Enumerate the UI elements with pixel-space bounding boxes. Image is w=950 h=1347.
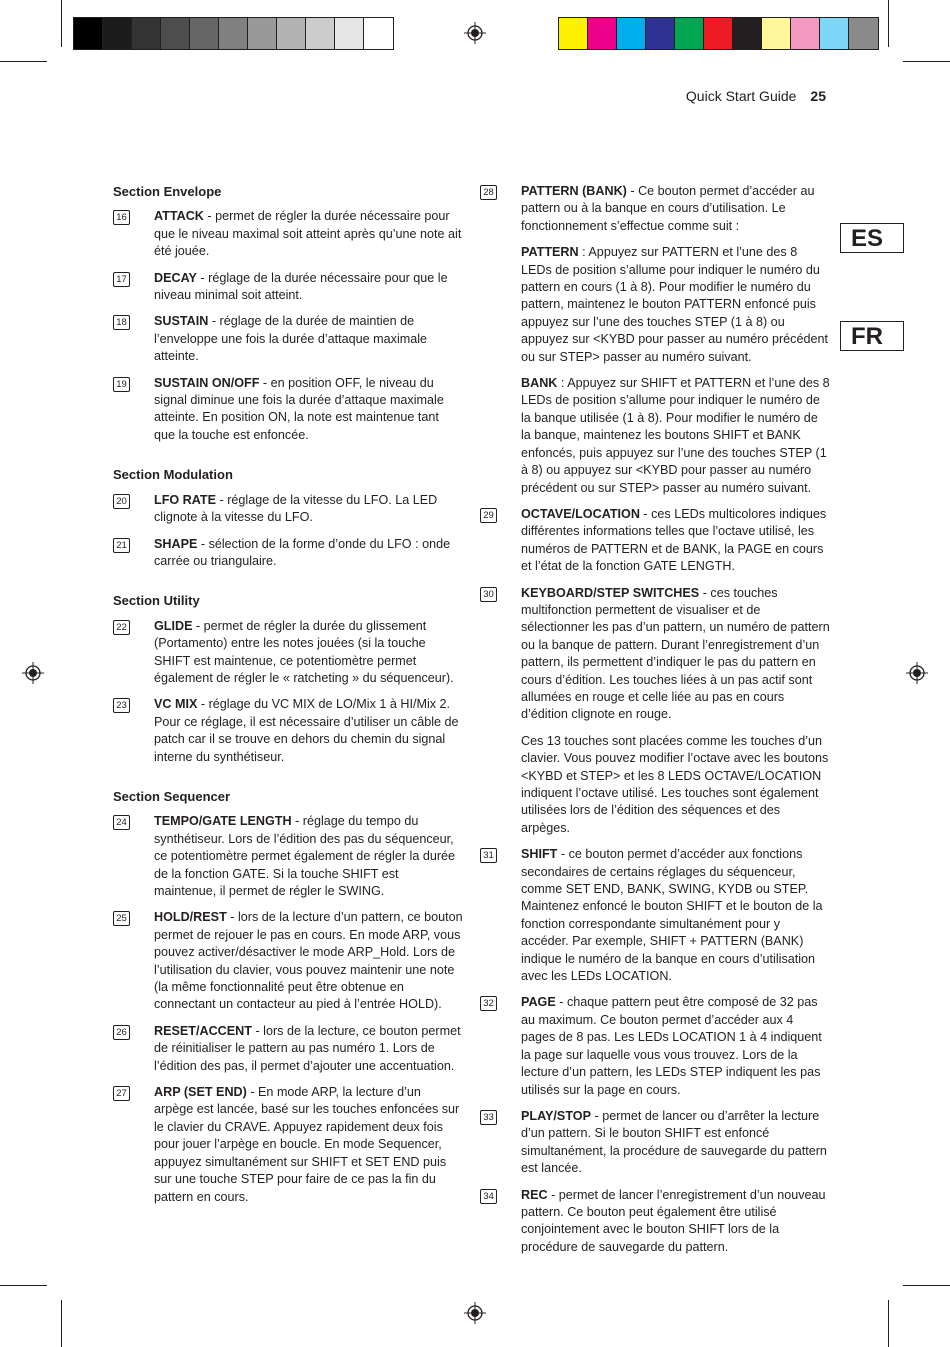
item-pattern-bank [480, 183, 830, 235]
crop-mark [61, 1300, 62, 1347]
color-swatch [733, 18, 762, 49]
item-term: OCTAVE/LOCATION [521, 506, 640, 521]
color-swatch [161, 18, 190, 49]
item-number: 24 [113, 815, 130, 830]
color-swatch [820, 18, 849, 49]
item-number: 22 [113, 620, 130, 635]
lang-tab-fr[interactable]: FR [840, 321, 904, 351]
item-text: - réglage du tempo du synthétiseur. Lors de l’édition des pas du séquenceur, ce potentiomètre permet également de régler la durée de la fonction GATE. Si la touche SHIFT est maintenue, il permet de régler le SWING. [154, 814, 456, 898]
item-play-stop [480, 1108, 830, 1178]
item-text: - ces LEDs multicolores indiques différentes informations telles que l’octave utilisé, les numéros de PATTERN et de BANK, la PAGE en cours et l’état de la fonction GATE LENGTH. [521, 506, 827, 574]
list-item [113, 696, 463, 766]
item-number: 17 [113, 272, 130, 287]
color-swatch [132, 18, 161, 49]
item-term: TEMPO/GATE LENGTH [154, 814, 292, 829]
item-term: LFO RATE [154, 492, 217, 507]
item-term: PATTERN (BANK) [521, 184, 627, 198]
section-title: Section Envelope [113, 184, 222, 199]
crop-mark [888, 0, 889, 47]
item-term: VC MIX [154, 697, 198, 712]
item-text: - permet de régler la durée du glissement (Portamento) entre les notes jouées (si la touche SHIFT est maintenue, ce potentiomètre permet également de régler le « ratcheting » du séquenceur). [154, 618, 454, 685]
item-term: PATTERN [521, 245, 579, 260]
color-swatch [588, 18, 617, 49]
item-text: - sélection de la forme d’onde du LFO : onde carrée ou triangulaire. [154, 536, 451, 568]
item-number: 33 [480, 1110, 497, 1125]
color-swatch [248, 18, 277, 49]
crop-mark [61, 0, 62, 47]
lang-tab-es[interactable]: ES [840, 223, 904, 253]
item-text: - permet de lancer l’enregistrement d’un nouveau pattern. Ce bouton peut également être utilisé conjointement avec le bouton SHIFT lors de la procédure de sauvegarde du pattern. [521, 1187, 826, 1254]
color-swatch [849, 18, 878, 49]
item-text: - lors de la lecture d’un pattern, ce bouton permet de rejouer le pas en cours. En mode ARP, vous pouvez activer/désactiver le mode ARP_Hold. Lors de l’utilisation du clavier, vous pouvez maintenir une note (la même fonctionnalité peut être obtenue en connectant un contacteur au pied à l’entrée HOLD). [154, 910, 463, 1012]
item-text: - ce bouton permet d’accéder aux fonctions secondaires de certains réglages du séquenceur, comme SET END, BANK, SWING, KYDB ou STEP. Maintenez enfoncé le bouton SHIFT et le bouton de la fonction correspondante simultanément pour y accéder. Par exemple, SHIFT + PATTERN (BANK) indique le numéro de la banque en cours d’utilisation avec les LEDs LOCATION. [521, 847, 823, 984]
crop-mark [903, 61, 950, 62]
color-swatch [103, 18, 132, 49]
list-item [113, 909, 463, 1013]
section-title: Section Utility [113, 593, 200, 609]
item-shift [480, 846, 830, 985]
item-text: - réglage de la durée de maintien de l’enveloppe une fois la durée d’attaque maximale atteinte. [154, 314, 428, 364]
item-number: 16 [113, 210, 130, 225]
item-term: SHIFT [521, 847, 558, 862]
item-number: 21 [113, 538, 130, 553]
item-number: 29 [480, 508, 497, 523]
keyboard-extra-paragraph: Ces 13 touches sont placées comme les touches d’un clavier. Vous pouvez modifier l’octave avec les boutons <KYBD et STEP> et les 8 LEDS OCTAVE/LOCATION indiquent l’octave utilisé. Les touches sont également utilisées lors de l’édition des séquences et des arpèges. [521, 733, 829, 835]
color-swatch [277, 18, 306, 49]
item-term: REC [521, 1187, 548, 1202]
list-item [113, 492, 463, 527]
item-text: - en position OFF, le niveau du signal diminue une fois la durée d’attaque maximale atteinte. En position ON, la note est maintenue tant que la touche est enfoncée. [154, 375, 444, 442]
item-number: 19 [113, 377, 130, 392]
color-swatch [791, 18, 820, 49]
color-swatch [559, 18, 588, 49]
item-term: DECAY [154, 270, 197, 285]
item-text: - permet de régler la durée nécessaire pour que le niveau maximal soit atteint après qu’une note ait été jouée. [154, 209, 462, 259]
list-item [113, 208, 463, 260]
item-term: HOLD/REST [154, 910, 227, 925]
crop-mark [0, 61, 47, 62]
item-number: 34 [480, 1189, 497, 1204]
item-text: - réglage de la vitesse du LFO. La LED clignote à la vitesse du LFO. [154, 492, 438, 525]
item-text: - Ce bouton permet d’accéder au pattern ou à la banque en cours d’utilisation. Le fonctionnement s’effectue comme suit : [521, 184, 815, 233]
item-term: ARP (SET END) [154, 1085, 247, 1100]
registration-mark-icon [464, 22, 486, 44]
item-term: KEYBOARD/STEP SWITCHES [521, 585, 700, 600]
item-term: SUSTAIN ON/OFF [154, 375, 260, 390]
item-term: PLAY/STOP [521, 1108, 591, 1123]
list-item [113, 1023, 463, 1075]
registration-mark-icon [906, 662, 928, 684]
pattern-paragraph [480, 244, 830, 366]
item-term: SUSTAIN [154, 314, 209, 329]
item-octave-location [480, 506, 830, 576]
item-number: 31 [480, 848, 497, 863]
gray-color-bar [73, 17, 394, 50]
color-swatch [646, 18, 675, 49]
color-swatch [617, 18, 646, 49]
color-swatch [190, 18, 219, 49]
item-text: - ces touches multifonction permettent de visualiser et de sélectionner les pas d’un pattern, un numéro de pattern ou la banque de pattern. Durant l’enregistrement d’un pattern, ils permettent d’indiquer le pas du pattern en cours d’édition. Les touches liées à un pas actif sont allumées en rouge et celle liée au pas en cours d’édition clignote en rouge. [521, 585, 830, 722]
item-text: - réglage de la durée nécessaire pour que le niveau minimal soit atteint. [154, 270, 448, 303]
color-swatch [335, 18, 364, 49]
item-text: - En mode ARP, la lecture d’un arpège est lancée, basé sur les touches enfoncées sur le clavier du CRAVE. Appuyez rapidement deux fois pour jouer l’arpège en boucle. En mode Sequencer, appuyez simultanément sur SHIFT et SET END puis sur une touche STEP pour faire de ce pas la fin du pattern en cours. [154, 1085, 460, 1204]
color-swatch [306, 18, 335, 49]
item-text: : Appuyez sur PATTERN et l’une des 8 LEDs de position s’allume pour indiquer le numéro du pattern en cours (1 à 8). Pour modifier le numéro du pattern, maintenez le bouton PATTERN enfoncé puis appuyez sur l’une des touches STEP (1 à 8) ou appuyez sur <KYBD pour passer au numéro précédent ou sur STEP> passer au numéro suivant. [521, 245, 828, 364]
item-text: - chaque pattern peut être composé de 32 pas au maximum. Ce bouton permet d’accéder aux 4 pages de 8 pas. Les LEDs LOCATION 1 à 4 indiquent la page sur laquelle vous vous trouvez. Lors de la lecture d’un pattern, les LEDs STEP indiquent les pas utilisés sur la page en cours. [521, 995, 822, 1097]
list-item [113, 270, 463, 305]
crop-mark [0, 1285, 47, 1286]
list-item [113, 813, 463, 900]
item-number: 26 [113, 1025, 130, 1040]
left-column [113, 183, 463, 1215]
bank-paragraph [480, 375, 830, 497]
color-swatch [704, 18, 733, 49]
crop-mark [903, 1285, 950, 1286]
item-term: SHAPE [154, 536, 198, 551]
page-header [686, 88, 826, 104]
crop-mark [888, 1300, 889, 1347]
item-number: 25 [113, 911, 130, 926]
item-number: 20 [113, 494, 130, 509]
right-column [480, 183, 830, 1265]
item-rec [480, 1187, 830, 1257]
list-item [113, 375, 463, 445]
item-keyboard-step-switches [480, 585, 830, 724]
item-term: ATTACK [154, 209, 204, 224]
item-text: - réglage du VC MIX de LO/Mix 1 à HI/Mix 2. Pour ce réglage, il est nécessaire d’utiliser un câble de patch car il se trouve en dehors du chemin du signal interne du synthétiseur. [154, 697, 459, 764]
item-text: - permet de lancer ou d’arrêter la lecture d’un pattern. Si le bouton SHIFT est enfoncé simultanément, la procédure de sauvegarde du pattern est lancée. [521, 1108, 827, 1176]
item-text: : Appuyez sur SHIFT et PATTERN et l’une des 8 LEDs de position s’allume pour indiquer le numéro de la banque utilisée (1 à 8). Pour modifier le numéro de la banque, maintenez les boutons SHIFT et BANK enfoncés, puis appuyez sur l’une des touches STEP (1 à 8) ou appuyez sur <KYBD pour passer au numéro précédent ou sur STEP> passer au numéro suivant. [521, 376, 830, 495]
item-number: 32 [480, 996, 497, 1011]
list-item [113, 313, 463, 365]
item-term: BANK [521, 376, 558, 391]
item-page [480, 994, 830, 1098]
page-number: 25 [810, 88, 826, 104]
item-number: 28 [480, 185, 497, 200]
registration-mark-icon [464, 1302, 486, 1324]
section-title: Section Sequencer [113, 788, 231, 804]
color-swatch [74, 18, 103, 49]
item-term: GLIDE [154, 618, 193, 633]
color-swatch [762, 18, 791, 49]
item-number: 27 [113, 1086, 130, 1101]
color-swatch [675, 18, 704, 49]
item-text: - lors de la lecture, ce bouton permet de réinitialiser le pattern au pas numéro 1. Lors de l’édition des pas, il permet d’ajouter une accentuation. [154, 1023, 461, 1073]
color-swatch [219, 18, 248, 49]
color-swatch [364, 18, 393, 49]
list-item [113, 536, 463, 571]
section-title: Section Modulation [113, 467, 233, 483]
color-bar [558, 17, 879, 50]
list-item [113, 1084, 463, 1206]
item-number: 30 [480, 587, 497, 602]
guide-title: Quick Start Guide [685, 88, 797, 104]
item-number: 18 [113, 315, 130, 330]
item-number: 23 [113, 698, 130, 713]
item-term: PAGE [521, 995, 556, 1010]
list-item [113, 618, 463, 688]
registration-mark-icon [22, 662, 44, 684]
item-term: RESET/ACCENT [154, 1023, 252, 1038]
